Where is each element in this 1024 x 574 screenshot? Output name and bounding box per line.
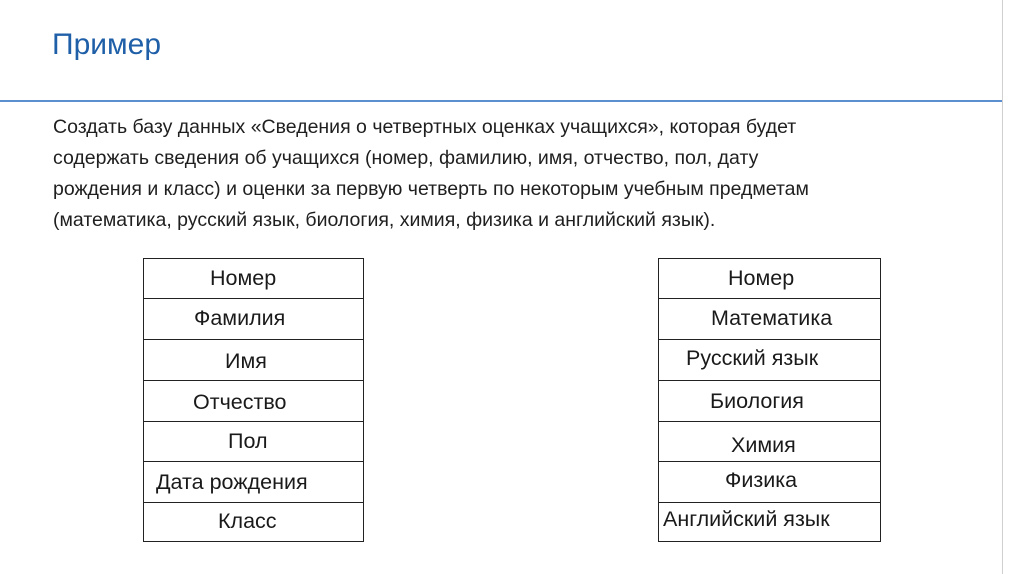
grades-field-cell xyxy=(659,259,880,299)
field-label: Дата рождения xyxy=(156,470,308,494)
field-label: Пол xyxy=(228,429,268,453)
field-label: Номер xyxy=(210,266,277,290)
students-field-cell xyxy=(144,422,363,462)
field-label: Русский язык xyxy=(686,346,819,370)
field-label: Отчество xyxy=(193,390,287,414)
grades-field-cell xyxy=(659,462,880,503)
description-line-1: Создать базу данных «Сведения о четвертных оценках учащихся», которая будет xyxy=(53,116,797,138)
field-label: Математика xyxy=(711,306,833,330)
students-field-cell xyxy=(144,462,363,503)
grades-field-cell xyxy=(659,422,880,462)
field-label: Физика xyxy=(725,468,798,492)
slide-title: Пример xyxy=(52,28,161,61)
students-fields-table xyxy=(143,258,364,542)
description-line-4: (математика, русский язык, биология, химия, физика и английский язык). xyxy=(53,209,716,231)
grades-fields-table xyxy=(658,258,881,542)
students-field-cell xyxy=(144,340,363,381)
description-line-2: содержать сведения об учащихся (номер, фамилию, имя, отчество, пол, дату xyxy=(53,147,759,169)
field-label: Класс xyxy=(218,509,277,533)
students-field-cell xyxy=(144,503,363,541)
field-label: Фамилия xyxy=(194,306,286,330)
students-field-cell xyxy=(144,381,363,422)
grades-field-cell xyxy=(659,299,880,340)
field-label: Английский язык xyxy=(663,507,830,531)
right-border-line xyxy=(1002,0,1003,574)
grades-field-cell xyxy=(659,340,880,381)
students-field-cell xyxy=(144,259,363,299)
title-divider xyxy=(0,100,1002,102)
field-label: Химия xyxy=(731,433,796,457)
field-label: Биология xyxy=(710,389,804,413)
students-field-cell xyxy=(144,299,363,340)
grades-field-cell xyxy=(659,503,880,541)
description-line-3: рождения и класс) и оценки за первую четверть по некоторым учебным предметам xyxy=(53,178,809,200)
field-label: Номер xyxy=(728,266,795,290)
task-description xyxy=(53,112,983,236)
grades-field-cell xyxy=(659,381,880,422)
field-label: Имя xyxy=(225,349,267,373)
